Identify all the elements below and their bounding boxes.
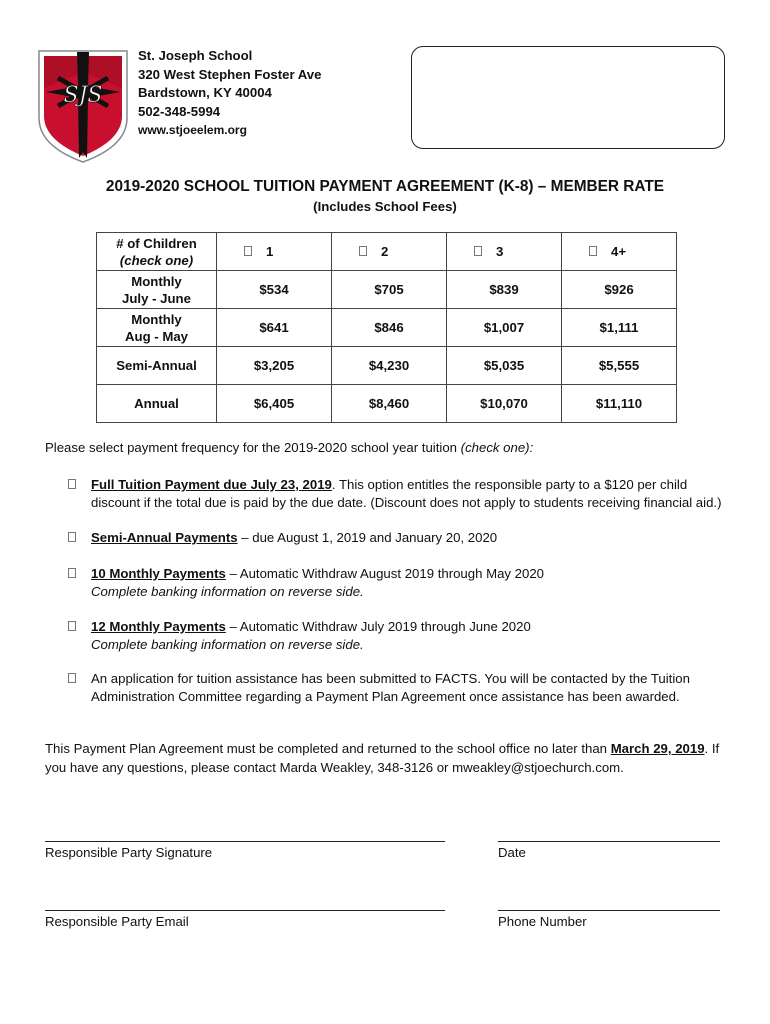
table-row <box>97 347 677 385</box>
phone-label: Phone Number <box>498 914 587 929</box>
option-text: An application for tuition assistance has been submitted to FACTS. You will be contacted by the Tuition Administration Committee regarding a Payment Plan Agreement once assistance has been awarded. <box>91 671 690 704</box>
checkbox-icon[interactable] <box>68 621 76 631</box>
phone-line[interactable] <box>498 910 720 911</box>
table-row <box>97 271 677 309</box>
document-subtitle: (Includes School Fees) <box>313 199 457 214</box>
rate-cell: $839 <box>447 271 562 309</box>
option-note: Complete banking information on reverse side. <box>91 583 364 599</box>
school-crest-logo <box>36 48 130 164</box>
rate-cell: $705 <box>332 271 447 309</box>
row-label: Annual <box>97 385 217 423</box>
email-label: Responsible Party Email <box>45 914 189 929</box>
rate-cell: $3,205 <box>217 347 332 385</box>
rate-cell: $641 <box>217 309 332 347</box>
rate-cell: $11,110 <box>562 385 677 423</box>
school-website: www.stjoeelem.org <box>138 123 247 138</box>
checkbox-icon[interactable] <box>244 246 252 256</box>
checkbox-icon[interactable] <box>474 246 482 256</box>
closing-paragraph: This Payment Plan Agreement must be completed and returned to the school office no later than March 29, 2019. If you have any questions, please contact Marda Weakley, 348-3126 or mweakley@stjoechurch.com. <box>45 741 720 775</box>
table-row <box>97 385 677 423</box>
children-option-1[interactable]: 1 <box>244 244 304 259</box>
signature-line[interactable] <box>45 841 445 842</box>
option-label: 10 Monthly Payments <box>91 566 226 581</box>
children-hint: (check one) <box>119 252 194 268</box>
signature-label: Responsible Party Signature <box>45 845 213 860</box>
school-name: St. Joseph School <box>138 48 253 63</box>
rate-cell: $8,460 <box>332 385 447 423</box>
option-label: 12 Monthly Payments <box>91 619 226 634</box>
logo-monogram: SJS <box>63 83 103 108</box>
school-address-block <box>138 47 321 140</box>
checkbox-icon[interactable] <box>359 246 367 256</box>
rate-cell: $926 <box>562 271 677 309</box>
document-title: 2019-2020 SCHOOL TUITION PAYMENT AGREEMENT (K-8) – MEMBER RATE <box>105 178 665 195</box>
checkbox-icon[interactable] <box>589 246 597 256</box>
checkbox-icon[interactable] <box>68 479 76 489</box>
children-option-4-plus[interactable]: 4+ <box>589 244 649 259</box>
intro-hint: (check one): <box>460 440 534 455</box>
rate-cell: $10,070 <box>447 385 562 423</box>
school-street: 320 West Stephen Foster Ave <box>138 66 322 82</box>
email-line[interactable] <box>45 910 445 911</box>
row-label: Semi-Annual <box>97 347 217 385</box>
rate-cell: $534 <box>217 271 332 309</box>
option-note: Complete banking information on reverse side. <box>91 636 364 652</box>
office-use-box <box>411 46 725 149</box>
option-label: Semi-Annual Payments <box>91 530 238 545</box>
children-option-2[interactable]: 2 <box>359 244 419 259</box>
rate-cell: $5,555 <box>562 347 677 385</box>
rate-cell: $1,007 <box>447 309 562 347</box>
deadline-date: March 29, 2019 <box>610 741 705 756</box>
checkbox-icon[interactable] <box>68 532 76 542</box>
option-label: Full Tuition Payment due July 23, 2019 <box>91 477 332 492</box>
rate-cell: $1,111 <box>562 309 677 347</box>
table-row <box>97 309 677 347</box>
rate-cell: $846 <box>332 309 447 347</box>
row-label: Monthly July - June <box>97 271 217 309</box>
rate-cell: $5,035 <box>447 347 562 385</box>
rate-cell: $4,230 <box>332 347 447 385</box>
children-label: # of Children <box>116 235 197 251</box>
payment-frequency-intro: Please select payment frequency for the 2019-2020 school year tuition (check one): <box>45 440 534 455</box>
checkbox-icon[interactable] <box>68 673 76 683</box>
rate-cell: $6,405 <box>217 385 332 423</box>
date-label: Date <box>498 845 526 860</box>
tuition-rate-table <box>96 232 677 423</box>
date-line[interactable] <box>498 841 720 842</box>
school-city: Bardstown, KY 40004 <box>138 85 272 101</box>
row-label: Monthly Aug - May <box>97 309 217 347</box>
children-option-3[interactable]: 3 <box>474 244 534 259</box>
school-phone: 502-348-5994 <box>138 103 221 119</box>
children-count-row <box>97 233 677 271</box>
children-header-cell <box>97 233 217 271</box>
checkbox-icon[interactable] <box>68 568 76 578</box>
